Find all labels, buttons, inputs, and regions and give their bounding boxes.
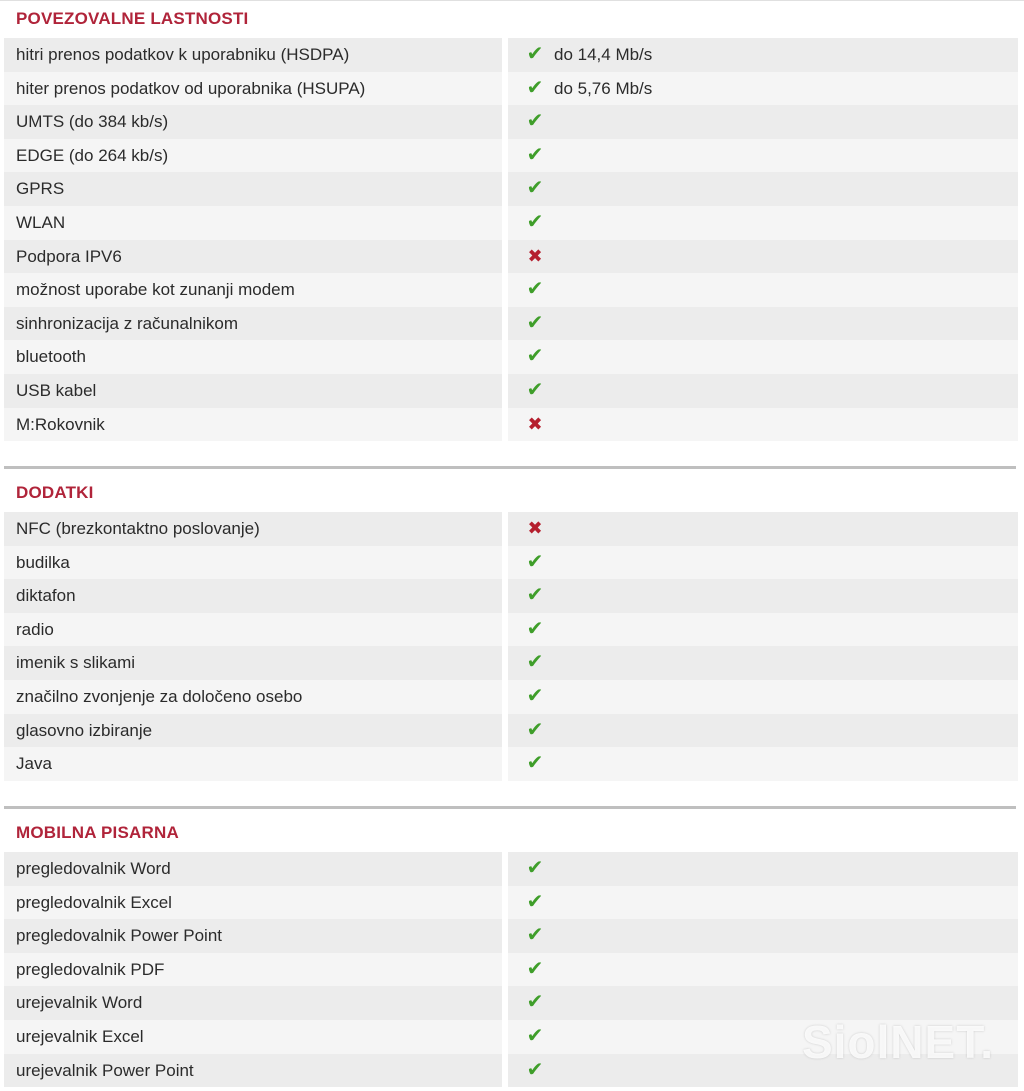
check-icon: ✔ [526, 857, 544, 879]
feature-label: urejevalnik Word [4, 986, 502, 1020]
check-icon: ✔ [526, 311, 544, 334]
check-icon: ✔ [526, 177, 544, 200]
table-row [4, 408, 1018, 442]
feature-label: pregledovalnik Power Point [4, 919, 502, 953]
siolnet-watermark: SiolNET. [801, 1016, 994, 1068]
feature-label: bluetooth [4, 340, 502, 374]
table-row [4, 240, 1018, 274]
feature-label: M:Rokovnik [4, 408, 502, 442]
feature-value [508, 646, 1018, 680]
feature-label: WLAN [4, 206, 502, 240]
feature-label: možnost uporabe kot zunanji modem [4, 273, 502, 307]
feature-list [4, 512, 1018, 781]
table-row [4, 172, 1018, 206]
table-row [4, 747, 1018, 781]
feature-label: glasovno izbiranje [4, 714, 502, 748]
feature-label: sinhronizacija z računalnikom [4, 307, 502, 341]
feature-value [508, 579, 1018, 613]
check-icon: ✔ [526, 718, 544, 741]
table-row [4, 919, 1018, 953]
feature-list [4, 38, 1018, 441]
section-title: MOBILNA PISARNA [16, 823, 179, 842]
feature-value [508, 714, 1018, 748]
check-icon: ✔ [526, 143, 544, 166]
feature-label: USB kabel [4, 374, 502, 408]
feature-value [508, 919, 1018, 953]
feature-value [508, 340, 1018, 374]
feature-value [508, 374, 1018, 408]
feature-value [508, 613, 1018, 647]
feature-label: radio [4, 613, 502, 647]
feature-label: GPRS [4, 172, 502, 206]
feature-label: urejevalnik Power Point [4, 1054, 502, 1088]
feature-value [508, 105, 1018, 139]
feature-value [508, 512, 1018, 546]
table-row [4, 646, 1018, 680]
table-row [4, 273, 1018, 307]
check-icon: ✔ [526, 76, 544, 99]
feature-value [508, 172, 1018, 206]
feature-value [508, 886, 1018, 920]
feature-label: UMTS (do 384 kb/s) [4, 105, 502, 139]
feature-label: Podpora IPV6 [4, 240, 502, 274]
feature-value [508, 139, 1018, 173]
feature-value [508, 72, 1018, 106]
table-row [4, 206, 1018, 240]
check-icon: ✔ [526, 617, 544, 640]
feature-label: NFC (brezkontaktno poslovanje) [4, 512, 502, 546]
section-title: DODATKI [16, 483, 94, 502]
check-icon: ✔ [526, 1024, 544, 1047]
check-icon: ✔ [526, 278, 544, 301]
feature-value [508, 408, 1018, 442]
check-icon: ✔ [526, 957, 544, 980]
feature-label: diktafon [4, 579, 502, 613]
table-row [4, 953, 1018, 987]
check-icon: ✔ [526, 210, 544, 233]
table-row [4, 714, 1018, 748]
feature-note: do 14,4 Mb/s [554, 45, 653, 64]
feature-label: hitri prenos podatkov k uporabniku (HSDPA) [4, 38, 502, 72]
table-row [4, 852, 1018, 886]
feature-value [508, 680, 1018, 714]
table-row [4, 374, 1018, 408]
feature-label: urejevalnik Excel [4, 1020, 502, 1054]
section-divider [4, 466, 1016, 469]
feature-note: do 5,76 Mb/s [554, 78, 653, 98]
check-icon: ✔ [526, 924, 544, 947]
check-icon: ✔ [526, 378, 544, 401]
check-icon: ✔ [526, 1058, 544, 1081]
table-row [4, 512, 1018, 546]
cross-icon: ✖ [527, 413, 543, 434]
feature-label: hiter prenos podatkov od uporabnika (HSUPA) [4, 72, 502, 106]
feature-label: budilka [4, 546, 502, 580]
check-icon: ✔ [526, 550, 544, 573]
feature-value [508, 747, 1018, 781]
feature-value [508, 206, 1018, 240]
cross-icon: ✖ [527, 245, 543, 266]
feature-value [508, 546, 1018, 580]
feature-label: EDGE (do 264 kb/s) [4, 139, 502, 173]
check-icon: ✔ [526, 43, 544, 65]
feature-value [508, 852, 1018, 886]
section-divider [4, 806, 1016, 809]
table-row [4, 139, 1018, 173]
table-row [4, 546, 1018, 580]
section-dodatki [4, 474, 1018, 781]
table-row [4, 680, 1018, 714]
check-icon: ✔ [526, 684, 544, 707]
cross-icon: ✖ [527, 518, 543, 538]
table-row [4, 38, 1018, 72]
feature-label: Java [4, 747, 502, 781]
check-icon: ✔ [526, 890, 544, 913]
check-icon: ✔ [526, 752, 544, 775]
table-row [4, 613, 1018, 647]
section-title: POVEZOVALNE LASTNOSTI [16, 9, 249, 28]
table-row [4, 340, 1018, 374]
feature-value [508, 240, 1018, 274]
feature-value [508, 273, 1018, 307]
section-povezovalne-lastnosti [4, 0, 1018, 441]
feature-label: značilno zvonjenje za določeno osebo [4, 680, 502, 714]
check-icon: ✔ [526, 991, 544, 1014]
table-row [4, 105, 1018, 139]
feature-label: pregledovalnik Excel [4, 886, 502, 920]
feature-label: pregledovalnik PDF [4, 953, 502, 987]
feature-label: pregledovalnik Word [4, 852, 502, 886]
check-icon: ✔ [526, 345, 544, 368]
table-row [4, 72, 1018, 106]
table-row [4, 886, 1018, 920]
feature-value [508, 38, 1018, 72]
check-icon: ✔ [526, 584, 544, 607]
table-row [4, 307, 1018, 341]
feature-value [508, 953, 1018, 987]
check-icon: ✔ [526, 651, 544, 674]
check-icon: ✔ [526, 110, 544, 133]
feature-label: imenik s slikami [4, 646, 502, 680]
table-row [4, 579, 1018, 613]
feature-value [508, 307, 1018, 341]
